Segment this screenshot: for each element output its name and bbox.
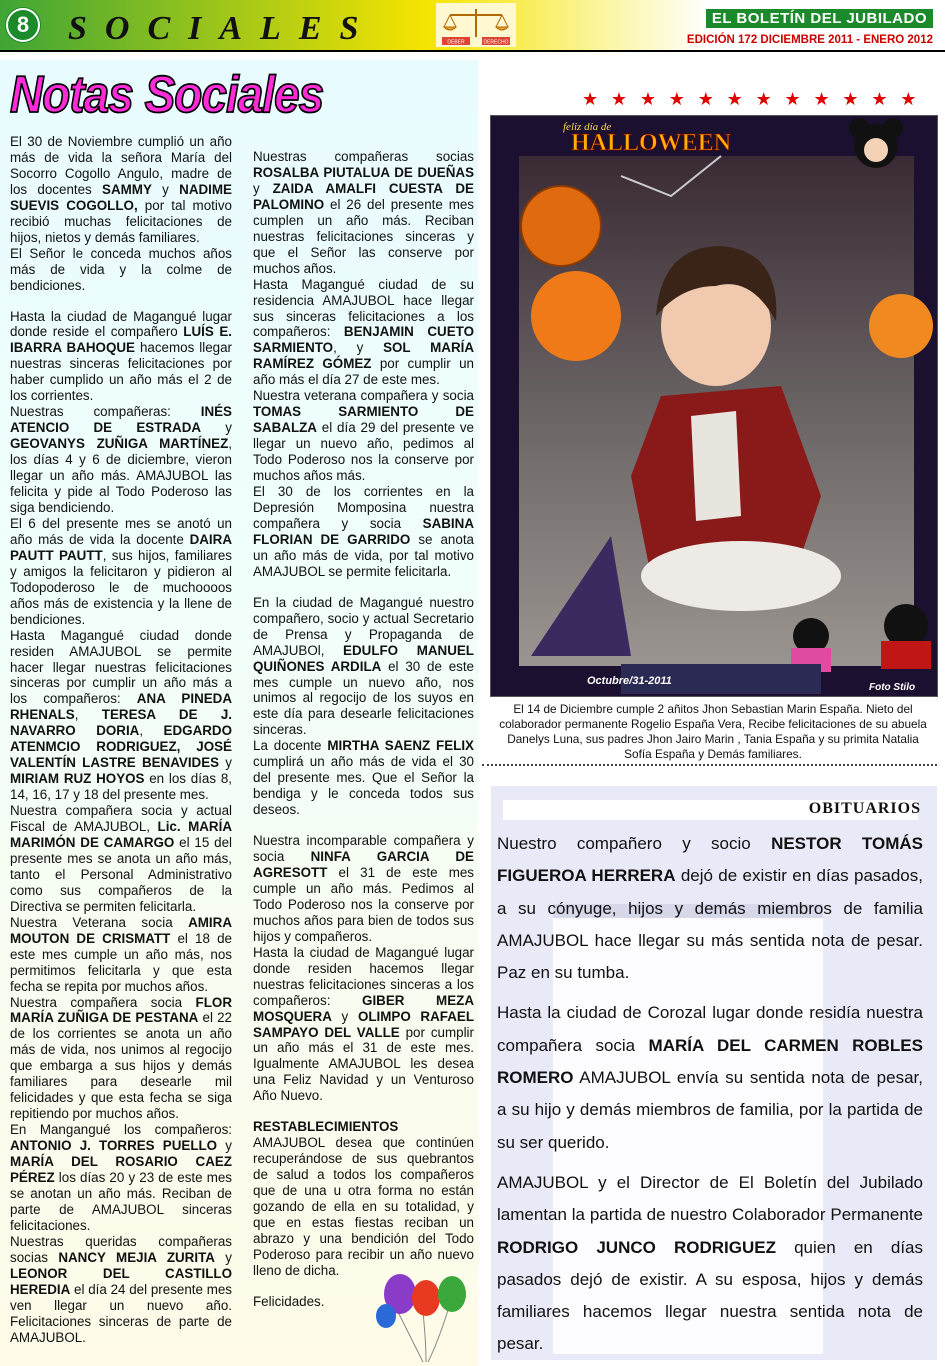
newspaper-name: EL BOLETÍN DEL JUBILADO <box>706 9 933 28</box>
highlighted-name: Lic. MARÍA MARIMÓN DE CAMARGO <box>10 819 232 850</box>
note-paragraph: En Mangangué los compañeros: ANTONIO J. TORRES PUELLO y MARÍA DEL ROSARIO CAEZ PÉREZ los días 20 y 23 de este mes se anotan un año más. Reciban de parte de AMAJUBOL sinceras felicitaciones. <box>10 1122 232 1233</box>
highlighted-name: ANA PINEDA RHENALS <box>10 691 233 723</box>
birthday-photo <box>490 115 938 697</box>
highlighted-name: NANCY MEJIA ZURITA <box>58 1249 215 1265</box>
highlighted-name: ROSALBA PIUTALUA DE DUEÑAS <box>253 164 474 180</box>
obituaries-box <box>491 786 937 1360</box>
logo-right-label: DERECHO <box>483 39 509 46</box>
photo-banner-halloween: HALLOWEEN <box>571 130 732 156</box>
note-paragraph: El 6 del presente mes se anotó un año más de vida la docente DAIRA PAUTT PAUTT, sus hijos, familiares y amigos la felicitaron y pidieron al Todopoderoso le de muchoooos años más de existencia y la llene de bendiciones. <box>10 515 233 627</box>
note-paragraph: En la ciudad de Magangué nuestro compañero, socio y actual Secretario de Prensa y Propaganda de AMAJUBOl, EDULFO MANUEL QUIÑONES ARDILA el 30 de este mes cumple un nuevo año, nos unimos al regocijo de los suyos en este día para desearle felicitaciones sinceras. <box>253 594 475 738</box>
highlighted-name: INÉS ATENCIO DE ESTRADA <box>10 404 232 436</box>
note-paragraph: Hasta Magangué ciudad donde residen AMAJUBOL se permite hacer llegar nuestras felicitaciones sinceras por cumplir un año más a los compañeros: ANA PINEDA RHENALS, TERESA DE J. NAVARRO DORIA, EDGARDO ATENMCIO RODRIGUEZ, JOSÉ VALENTÍN LASTRE BENAVIDES y MIRIAM RUZ HOYOS en los días 8, 14, 16, 17 y 18 del presente mes. <box>10 627 233 803</box>
scales-logo <box>436 3 516 47</box>
photo-caption: El 14 de Diciembre cumple 2 añitos Jhon Sebastian Marin España. Nieto del colaborador permanente Rogelio España Vera, Recibe felicitaciones de su abuela Danelys Luna, sus padres Jhon Jairo Marin , Tania España y su primita Natalia Sofía España y Demás familiares. <box>499 702 927 761</box>
social-notes-column-2 <box>253 149 474 1310</box>
highlighted-name: MARÍA DEL CARMEN ROBLES ROMERO <box>497 1035 923 1088</box>
star-divider: ★★★★★★★★★★★★ <box>582 89 930 109</box>
highlighted-name: ANTONIO J. TORRES PUELLO <box>10 1138 218 1154</box>
page-number: 8 <box>6 8 40 42</box>
photo-credit: Foto Stilo <box>869 682 916 693</box>
note-paragraph: El 30 de los corrientes en la Depresión Momposina nuestra compañera y socia SABINA FLORIAN DE GARRIDO se anota un año más de vida, por tal motivo AMAJUBOL se permite felicitarla. <box>253 484 474 579</box>
highlighted-name: GIBER MEZA MOSQUERA <box>253 992 474 1024</box>
section-title: SOCIALES <box>68 10 377 47</box>
note-paragraph: Nuestras compañeras socias ROSALBA PIUTALUA DE DUEÑAS y ZAIDA AMALFI CUESTA DE PALOMINO el 26 del presente mes cumplen un año más. Reciban nuestras felicitaciones sinceras y que el Señor las conserve por muchos años. <box>253 149 474 276</box>
highlighted-name: SOL MARÍA RAMÍREZ GÓMEZ <box>253 340 474 372</box>
highlighted-name: AMIRA MOUTON DE CRISMATT <box>10 914 232 946</box>
header-divider <box>0 50 945 52</box>
highlighted-name: EDULFO MANUEL QUIÑONES ARDILA <box>253 642 474 674</box>
note-paragraph: Nuestra incomparable compañera y socia NINFA GARCIA DE AGRESOTT el 31 de este mes cumple un año más. Pedimos al Todo Poderoso nos la conserve por muchos años para bien de todos sus hijos y compañeros. <box>253 833 474 944</box>
highlighted-name: NADIME SUEVIS COGOLLO, <box>10 181 232 213</box>
highlighted-name: SABINA FLORIAN DE GARRIDO <box>253 515 474 547</box>
note-paragraph: AMAJUBOL desea que continúen recuperándose de sus quebrantos de salud a todos los compañeros que de una u otra forma no están gozando de ella en su totalidad, y que en estas fiestas reciban un abrazo y una bendición del Todo Poderoso para recibir un año nuevo lleno de dicha. <box>253 1135 474 1278</box>
page-title: Notas Sociales <box>10 65 324 124</box>
highlighted-name: DAIRA PAUTT PAUTT <box>10 531 232 563</box>
highlighted-name: NINFA GARCIA DE AGRESOTT <box>253 849 474 880</box>
note-paragraph: Hasta Magangué ciudad de su residencia AMAJUBOL hace llegar sus sinceras felicitaciones a los compañeros: BENJAMIN CUETO SARMIENTO, y SOL MARÍA RAMÍREZ GÓMEZ por cumplir un año más el día 27 de este mes. <box>253 276 474 388</box>
highlighted-name: BENJAMIN CUETO SARMIENTO <box>253 324 474 356</box>
note-paragraph <box>253 1119 474 1135</box>
highlighted-name: FLOR MARÍA ZUÑIGA DE PESTANA <box>10 994 232 1026</box>
balloons-illustration <box>368 1272 478 1364</box>
edition-line: EDICIÓN 172 DICIEMBRE 2011 - ENERO 2012 <box>686 34 933 46</box>
highlighted-name: MARÍA DEL ROSARIO CAEZ PÉREZ <box>10 1154 232 1185</box>
highlighted-name: SAMMY <box>102 181 152 197</box>
note-paragraph: El 30 de Noviembre cumplió un año más de vida la señora María del Socorro Cogollo Angulo, madre de los docentes SAMMY y NADIME SUEVIS COGOLLO, por tal motivo recibió muchas felicitaciones de hijos, nietos y demás familiares. <box>10 134 232 245</box>
paragraph-spacer <box>253 580 474 595</box>
photo-date-tag: Octubre/31-2011 <box>587 675 672 687</box>
logo-left-label: DEBER <box>447 39 465 46</box>
paragraph-spacer <box>10 294 232 309</box>
note-paragraph: Nuestra veterana compañera y socia TOMAS SARMIENTO DE SABALZA el día 29 del presente ve llegar un nuevo año, pedimos al Todo Poderoso nos la conserve por muchos años más. <box>253 388 474 484</box>
paragraph-spacer <box>253 1104 474 1119</box>
social-notes-column-1 <box>10 134 232 1345</box>
note-paragraph: Nuestras queridas compañeras socias NANCY MEJIA ZURITA y LEONOR DEL CASTILLO HEREDIA el día 24 del presente mes ven llegar un nuevo año. Felicitaciones sinceras de parte de AMAJUBOL. <box>10 1233 232 1345</box>
highlighted-name: TOMAS SARMIENTO DE SABALZA <box>253 404 474 436</box>
note-paragraph: La docente MIRTHA SAENZ FELIX cumplirá un año más de vida el 30 del presente mes. Que el Señor la bendiga y le conceda todos sus deseos. <box>253 738 474 818</box>
highlighted-name: RODRIGO JUNCO RODRIGUEZ <box>497 1237 776 1257</box>
highlighted-name: MIRTHA SAENZ FELIX <box>327 738 474 754</box>
highlighted-name: NESTOR TOMÁS FIGUEROA HERRERA <box>497 834 923 886</box>
highlighted-name: LEONOR DEL CASTILLO HEREDIA <box>10 1265 232 1297</box>
note-paragraph: Nuestra compañera socia FLOR MARÍA ZUÑIGA DE PESTANA el 22 de los corrientes se anota un año más de vida, nos unimos al regocijo que embarga a sus hijos y demás familiares para desearle mil felicidades y que esta fecha se siga repitiendo por muchos años. <box>10 994 232 1122</box>
note-paragraph: Hasta la ciudad de Magangué lugar donde residen hacemos llegar nuestras felicitaciones sinceras a los compañeros: GIBER MEZA MOSQUERA y OLIMPO RAFAEL SAMPAYO DEL VALLE por cumplir un año más el 31 de este mes. Igualmente AMAJUBOL les desea una Feliz Navidad y un Venturoso Año Nuevo. <box>253 944 474 1104</box>
obituary-paragraph: Nuestro compañero y socio NESTOR TOMÁS FIGUEROA HERRERA dejó de existir en días pasados, a su cónyuge, hijos y demás miembros de familia AMAJUBOL hace llegar su más sentida nota de pesar. Paz en su tumba. <box>497 834 923 983</box>
highlighted-name: TERESA DE J. NAVARRO DORIA <box>10 707 232 739</box>
note-paragraph: Nuestras compañeras: INÉS ATENCIO DE ESTRADA y GEOVANYS ZUÑIGA MARTÍNEZ, los días 4 y 6 de diciembre, vieron llegar un año más. AMAJUBOL las felicita y pide al Todo Poderoso las siga bendiciendo. <box>10 404 232 515</box>
highlighted-name: LUÍS E. IBARRA BAHOQUE <box>10 324 232 356</box>
dotted-divider <box>482 764 937 766</box>
note-paragraph: Felicidades. <box>253 1293 325 1309</box>
note-paragraph: El Señor le conceda muchos años más de vida y la colme de bendiciones. <box>10 245 232 293</box>
note-paragraph: Hasta la ciudad de Magangué lugar donde reside el compañero LUÍS E. IBARRA BAHOQUE hacemos llegar nuestras sinceras felicitaciones por haber cumplido un año más el 2 de los corrientes. <box>10 308 232 404</box>
highlighted-name: GEOVANYS ZUÑIGA MARTÍNEZ <box>10 436 229 452</box>
highlighted-name: ZAIDA AMALFI CUESTA DE PALOMINO <box>253 180 474 212</box>
highlighted-name: MIRIAM RUZ HOYOS <box>10 771 145 787</box>
photo-banner: feliz día de <box>563 121 612 133</box>
note-paragraph: Nuestra Veterana socia AMIRA MOUTON DE CRISMATT el 18 de este mes cumple un año más, nos permitimos felicitarla y que esta fecha se repita por muchos años. <box>10 914 232 994</box>
obituaries-text <box>497 828 923 1360</box>
note-paragraph: Nuestra compañera socia y actual Fiscal de AMAJUBOL, Lic. MARÍA MARIMÓN DE CAMARGO el 15 del presente mes se anota un año más, tanto el Personal Administrativo como sus compañeros de la Directiva se permiten felicitarla. <box>10 803 232 914</box>
highlighted-name: EDGARDO ATENMCIO RODRIGUEZ, JOSÉ VALENTÍN LASTRE BENAVIDES <box>10 723 232 771</box>
highlighted-name: OLIMPO RAFAEL SAMPAYO DEL VALLE <box>253 1008 474 1040</box>
paragraph-spacer <box>253 818 474 833</box>
obituary-paragraph: Hasta la ciudad de Corozal lugar donde residía nuestra compañera socia MARÍA DEL CARMEN ROBLES ROMERO AMAJUBOL envía su sentida nota de pesar, a su hijo y demás miembros de familia, por la partida de su ser querido. <box>497 1003 923 1152</box>
obituaries-title: OBITUARIOS <box>808 800 921 817</box>
highlighted-name: RESTABLECIMIENTOS <box>253 1119 399 1135</box>
obituary-paragraph: AMAJUBOL y el Director de El Boletín del Jubilado lamentan la partida de nuestro Colaborador Permanente RODRIGO JUNCO RODRIGUEZ quien en días pasados dejó de existir. A su esposa, hijos y demás familiares hacemos llegar nuestra sentida nota de pesar. <box>497 1172 923 1354</box>
